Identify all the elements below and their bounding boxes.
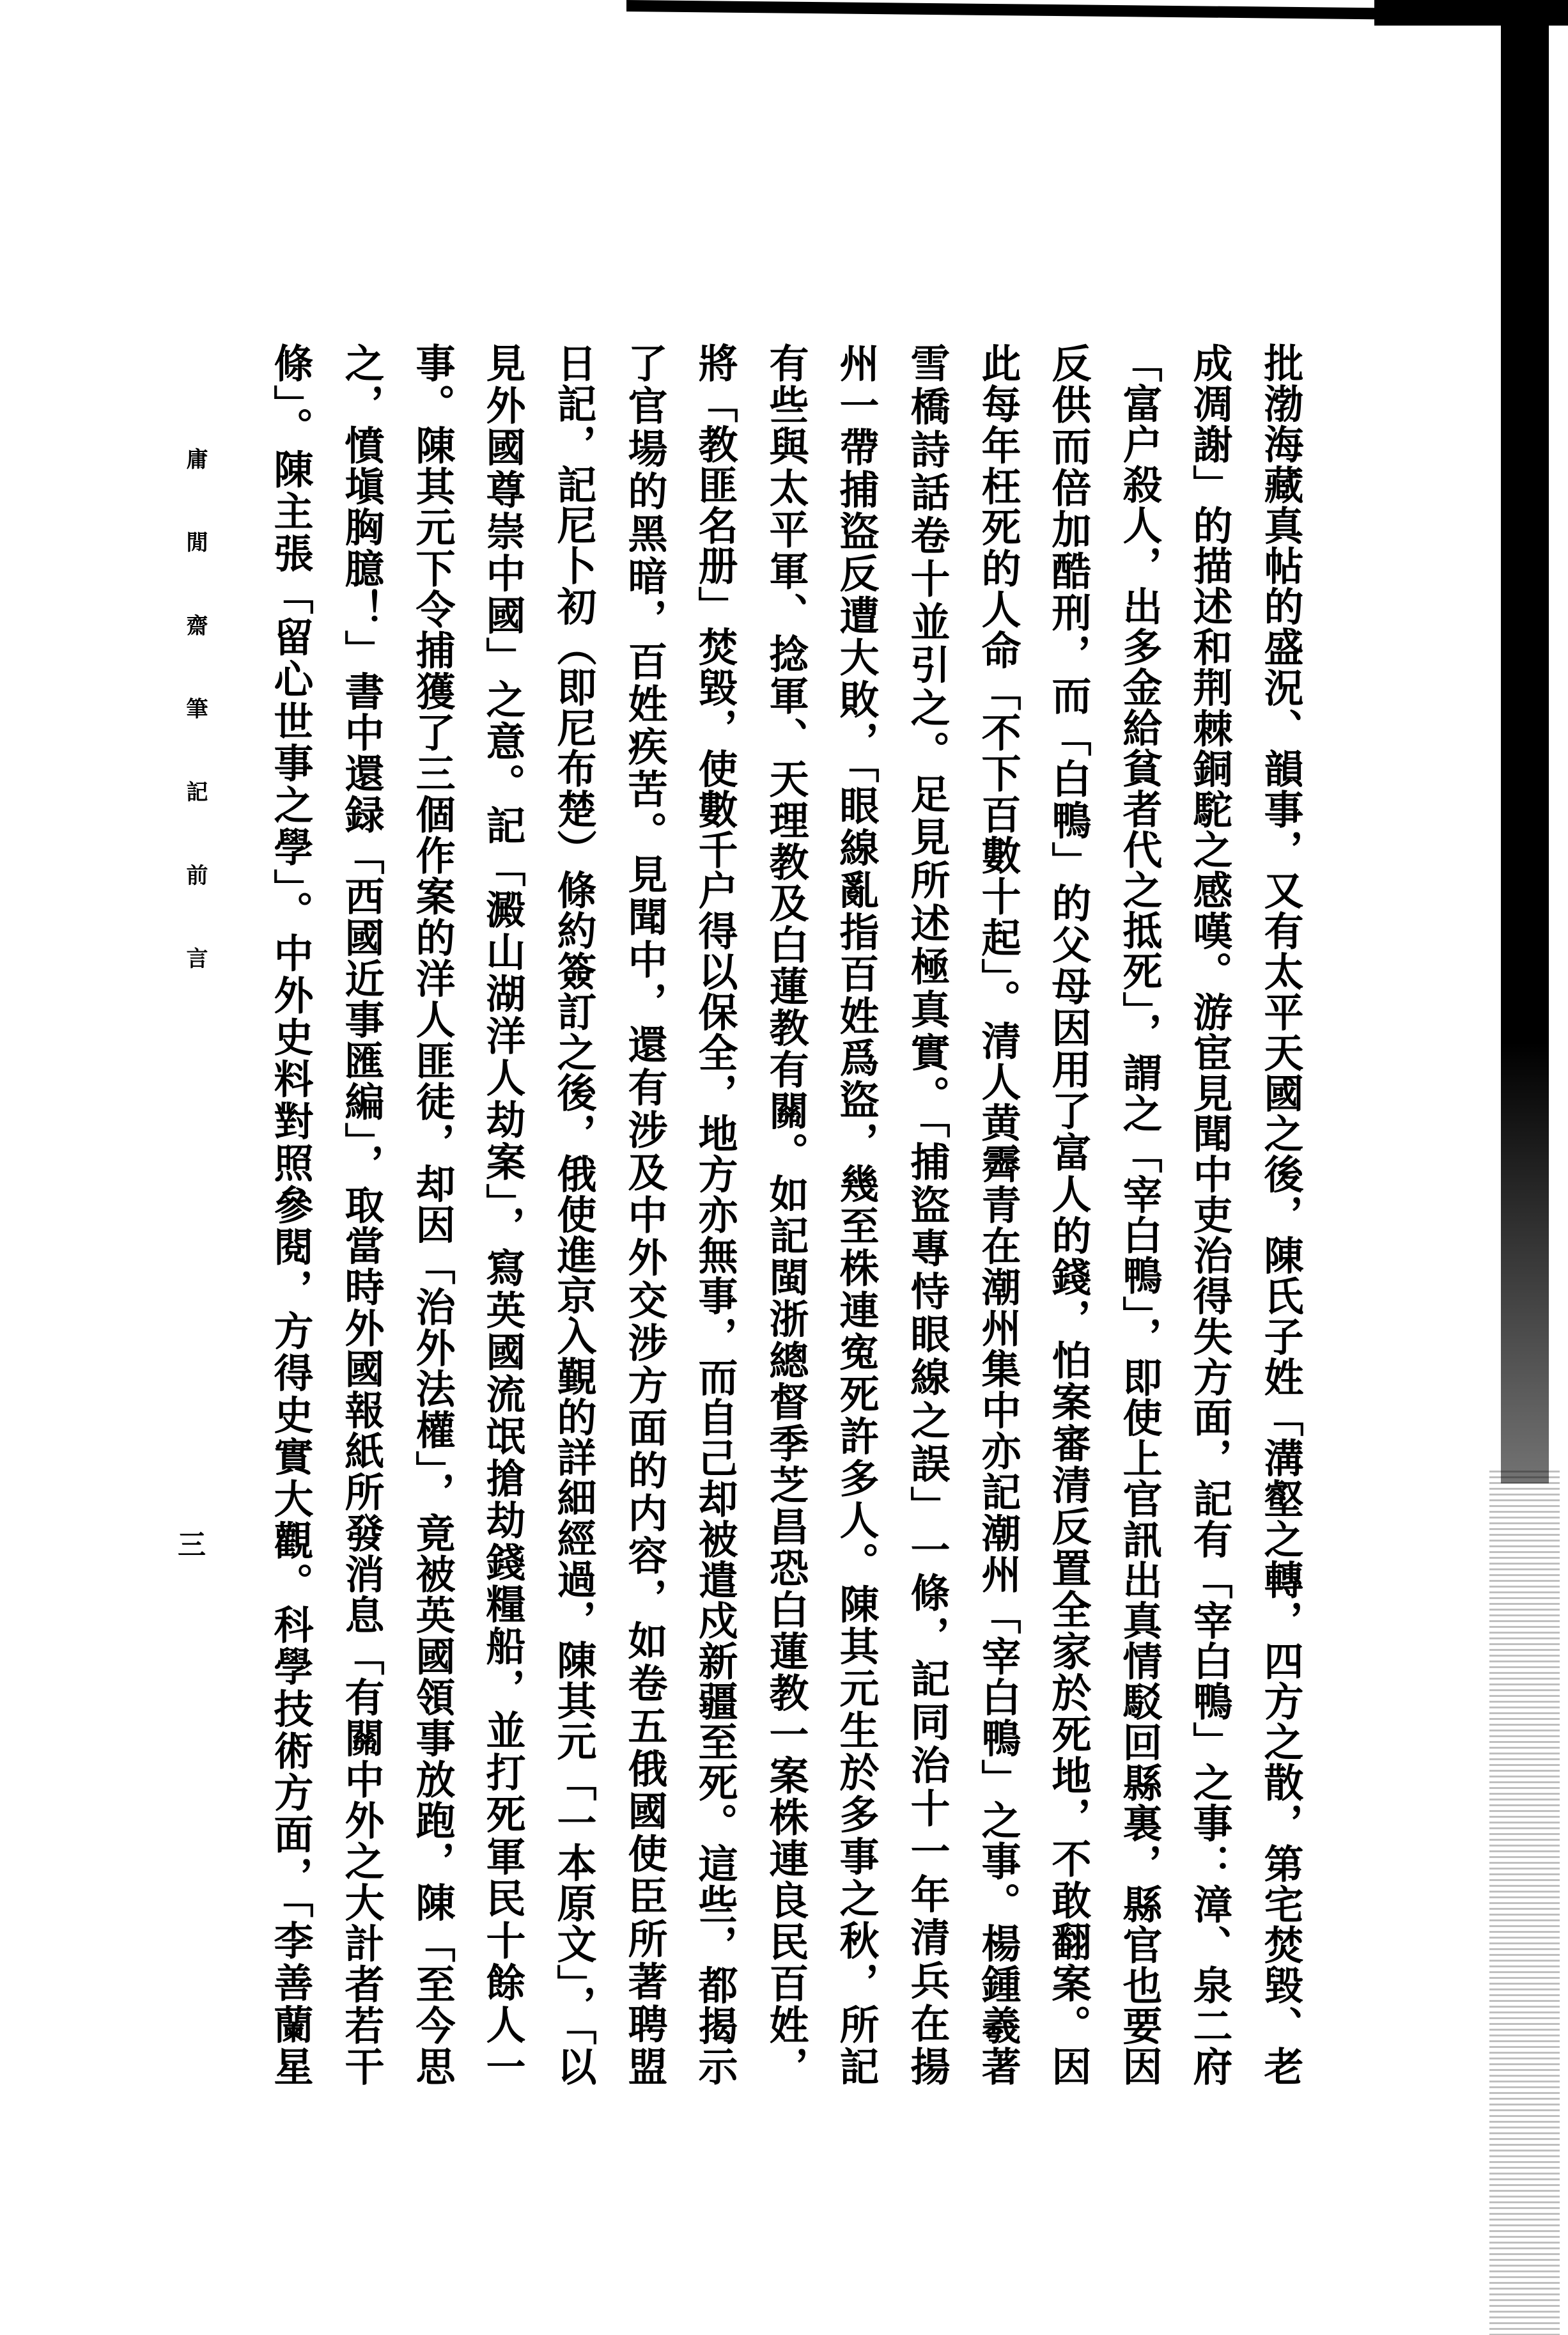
scan-page-edge-noise [1489,1471,1560,2335]
text-column-8: 有些與太平軍、捻軍、天理教及白蓮教有關。如記閩浙總督季芝昌恐白蓮教一案株連良民百姓， [763,343,809,2086]
running-title: 庸閒齋筆記前言 [182,448,208,969]
text-column-13: 事。陳其元下令捕獲了三個作案的洋人匪徒，却因「治外法權」，竟被英國領事放跑，陳「至今思 [409,343,456,2086]
text-column-14: 之，憤塡胸臆！」書中還録「西國近事匯編」，取當時外國報紙所發消息「有關中外之大計者若干 [338,343,385,2086]
text-column-10: 了官場的黑暗，百姓疾苦。見聞中，還有涉及中外交涉方面的内容，如卷五俄國使臣所著聘盟 [621,343,668,2086]
text-column-6: 雪橋詩話卷十並引之。足見所述極真實。「捕盜專恃眼線之誤」一條，記同治十一年清兵在揚 [904,343,951,2086]
text-column-5: 此每年枉死的人命「不下百數十起」。清人黄霽青在潮州集中亦記潮州「宰白鴨」之事。楊鍾羲著 [975,343,1021,2086]
text-column-15: 條」。陳主張「留心世事之學」。中外史料對照參閱，方得史實大觀。科學技術方面，「李善蘭星 [267,343,314,2086]
text-column-4: 反供而倍加酷刑，而「白鴨」的父母因用了富人的錢，怕案審清反置全家於死地，不敢翻案。因 [1045,343,1092,2086]
text-column-3: 「富户殺人，出多金給貧者代之抵死」，謂之「宰白鴨」，即使上官訊出真情駁回縣裏，縣官也要因 [1116,343,1163,2086]
scan-page-edge [1501,13,1549,1483]
text-column-9: 將「教匪名册」焚毀，使數千户得以保全，地方亦無事，而自己却被遣戍新疆至死。這些，都揭示 [692,343,738,2086]
text-column-2: 成凋謝」的描述和荆棘銅駝之感嘆。游宦見聞中吏治得失方面，記有「宰白鴨」之事：漳、泉二府 [1186,343,1233,2086]
page-number: 三 [178,1529,206,1561]
text-column-7: 州一帶捕盜反遭大敗，「眼線亂指百姓爲盜，幾至株連寃死許多人。陳其元生於多事之秋，所記 [833,343,880,2086]
text-column-1: 批渤海藏真帖的盛況、韻事，又有太平天國之後，陳氏子姓「溝壑之轉，四方之散，第宅焚毀、老 [1257,343,1304,2086]
text-column-11: 日記，記尼卜初（即尼布楚）條約簽訂之後，俄使進京入覲的詳細經過，陳其元「一本原文」，「以 [550,343,597,2086]
text-column-12: 見外國尊崇中國」之意。記「澱山湖洋人劫案」，寫英國流氓搶劫錢糧船，並打死軍民十餘人一 [479,343,526,2086]
